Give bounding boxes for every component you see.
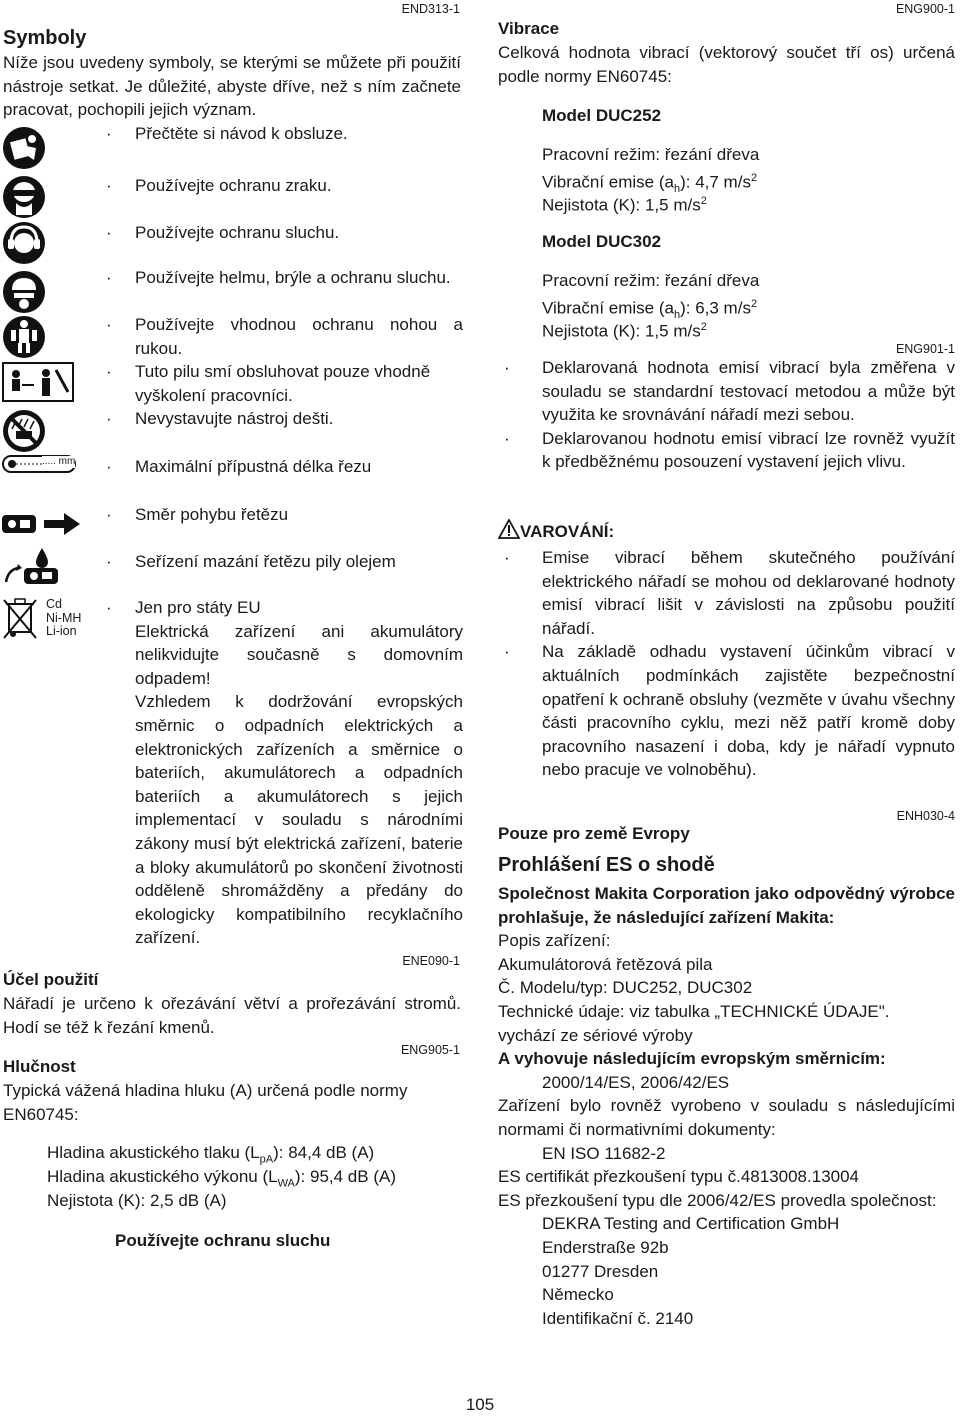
symbol-text: Přečtěte si návod k obsluze. [135, 124, 348, 143]
directives-label: A vyhovuje následujícím evropským směrnicím: [498, 1049, 886, 1069]
eu-para2: Vzhledem k dodržování evropských směrnic o odpadních elektrických a elektronických zařízeních a směrnice o bateriích, akumulátorech a odpadních bateriích a akumulátorech s jejich implementací v souladu s národními zákony musí být elektrická zařízení, baterie a bloky akumulátorů po skončení životnosti odděleně shromážděny a předány do ekologicky kompatibilního recyklačního zařízení. [135, 692, 463, 948]
symbol-row: · Přečtěte si návod k obsluze. [2, 122, 464, 166]
symbol-text: Směr pohybu řetězu [135, 505, 289, 524]
cut-length-icon [2, 455, 76, 473]
symbol-row: · Používejte ochranu sluchu. [2, 219, 464, 265]
section-code: ENG905-1 [400, 1043, 460, 1057]
list-item: · Deklarovanou hodnotu emisí vibrací lze rovněž využít k předběžnému posouzení vystavení jejich vlivu. [504, 428, 955, 472]
battery-labels [46, 598, 81, 639]
cut-length-label: ..... mm [42, 456, 76, 467]
declaration-body [498, 882, 955, 1330]
model-name: Model DUC302 [542, 232, 662, 251]
section-code: ENG900-1 [895, 2, 955, 16]
declaration-statement: Společnost Makita Corporation jako odpovědný výrobce prohlašuje, že následující zařízení Makita: [498, 884, 955, 927]
eu-only: Pouze pro země Evropy [498, 824, 690, 843]
model-mode: Pracovní režim: řezání dřeva [542, 271, 760, 290]
symbol-text: Používejte helmu, brýle a ochranu sluchu. [135, 268, 451, 287]
symbol-row: · Seřízení mazání řetězu pily olejem [2, 550, 464, 596]
list-item: · Emise vibrací během skutečného používání elektrického nářadí se mohou od deklarované hodnoty emisí vibrací lišit v závislosti na způsobu použití nářadí. [504, 548, 955, 638]
symbol-row: ..... mm · Maximální přípustná délka řezu [2, 455, 464, 501]
battery-label: Ni-MH [46, 610, 82, 625]
symbol-row: · Nevystavujte nástroj dešti. [2, 407, 464, 453]
noise-intro: Typická vážená hladina hluku (A) určená podle normy EN60745: [3, 1081, 408, 1124]
declared-list [498, 356, 955, 474]
model-uncertainty: Nejistota (K): 1,5 $m/s^2$ [542, 195, 707, 215]
vib-title: Vibrace [498, 19, 560, 38]
list-item: · Na základě odhadu vystavení účinkům vibrací v aktuálních podmínkách zajistěte bezpečnostní opatření k ochraně obsluhy (vezměte v úvahu všechny části pracovního cyklu, mezi něž patří kromě doby pracovního nasazení i doba, kdy je nářadí vypnuto nebo pracuje ve volnoběhu). [504, 642, 955, 780]
symbol-text: Seřízení mazání řetězu pily olejem [135, 552, 396, 571]
warning-triangle-icon [498, 519, 520, 539]
crossed-bin-icon [2, 596, 38, 642]
directives: 2000/14/ES, 2006/42/ES [542, 1072, 730, 1092]
battery-label: Li-ion [46, 624, 77, 638]
noise-lpa: Hladina akustického tlaku $(L_{pA})$: 84,4 dB (A) [47, 1143, 375, 1166]
noise-title: Hlučnost [3, 1057, 76, 1076]
symbol-text: Používejte vhodnou ochranu nohou a rukou. [135, 315, 463, 358]
symbol-row: · Tuto pilu smí obsluhovat pouze vhodně vyškolení pracovníci. [2, 360, 464, 406]
symbol-text: Používejte ochranu sluchu. [135, 223, 340, 242]
symbol-row: · Směr pohybu řetězu [2, 503, 464, 549]
symbol-text: Používejte ochranu zraku. [135, 176, 332, 195]
chain-oil-icon [2, 546, 62, 588]
warning-list [498, 546, 955, 782]
no-rain-icon [2, 409, 46, 453]
hand-foot-protection-icon [2, 315, 46, 359]
eu-heading: Jen pro státy EU [135, 598, 261, 617]
noise-k: Nejistota (K): 2,5 dB (A) [47, 1191, 227, 1210]
noise-lwa: Hladina akustického výkonu $(L_{WA})$: 95,4 dB (A) [47, 1167, 396, 1190]
standards-intro: Zařízení bylo rovněž vyrobeno v souladu s následujícími normami či normativními dokumenty: [498, 1096, 955, 1139]
declaration-title: Prohlášení ES o shodě [498, 854, 715, 876]
eye-protection-icon [2, 175, 46, 219]
standard: EN ISO 11682-2 [542, 1143, 666, 1163]
model-number: Č. Modelu/typ: DUC252, DUC302 [498, 978, 753, 998]
helmet-goggles-ear-icon [2, 270, 46, 314]
model-uncertainty: Nejistota (K): 1,5 $m/s^2$ [542, 321, 707, 341]
symbol-text: Nevystavujte nástroj dešti. [135, 409, 334, 428]
battery-label: Cd [46, 597, 62, 611]
ear-protection-icon [2, 221, 46, 265]
symbols-title: Symboly [3, 27, 87, 49]
symbol-row: · Používejte vhodnou ochranu nohou a rukou. [2, 313, 464, 359]
vib-intro: Celková hodnota vibrací (vektorový součet tří os) určená podle normy EN60745: [498, 43, 955, 86]
exam-intro: ES přezkoušení typu dle 2006/42/ES provedla společnost: [498, 1190, 937, 1210]
read-manual-icon [2, 126, 46, 170]
trained-workers-icon [2, 362, 74, 402]
use-title: Účel použití [3, 970, 99, 989]
certificate: ES certifikát přezkoušení typu č.4813008.13004 [498, 1167, 860, 1187]
symbol-row: · Používejte helmu, brýle a ochranu sluchu. [2, 266, 464, 312]
series: vychází ze sériové výroby [498, 1025, 693, 1045]
desc-value: Akumulátorová řetězová pila [498, 954, 713, 974]
model-mode: Pracovní režim: řezání dřeva [542, 145, 760, 164]
symbol-text: Maximální přípustná délka řezu [135, 457, 372, 476]
list-item: · Deklarovaná hodnota emisí vibrací byla změřena v souladu se standardní testovací metodou a může být využita ke srovnávání nářadí mezi sebou. [504, 358, 955, 425]
page-number: 105 [465, 1395, 495, 1414]
section-code: END313-1 [401, 2, 460, 16]
model-emission: Vibrační emise $(a_h)$: 4,7 $m/s^2$ [542, 172, 758, 196]
use-text: Nářadí je určeno k ořezávání větví a prořezávání stromů. Hodí se též k řezání kmenů. [3, 994, 461, 1037]
model-name: Model DUC252 [542, 106, 662, 125]
noise-warning: Používejte ochranu sluchu [115, 1231, 331, 1250]
company-address: DEKRA Testing and Certification GmbH Enderstraße 92b 01277 Dresden Německo Identifikační č. 2140 [542, 1214, 840, 1328]
desc-label: Popis zařízení: [498, 931, 611, 951]
warning-heading: VAROVÁNÍ: [498, 519, 614, 544]
eu-para1: Elektrická zařízení ani akumulátory nelikvidujte současně s domovním odpadem! [135, 621, 463, 688]
symbol-text: Tuto pilu smí obsluhovat pouze vhodně vyškolení pracovníci. [135, 362, 431, 405]
symbol-row: · Používejte ochranu zraku. [2, 171, 464, 217]
chain-direction-icon [2, 511, 82, 537]
symbols-intro: Níže jsou uvedeny symboly, se kterými se můžete při použití nástroje setkat. Je důležité, abyste dříve, než s ním začnete pracovat, pochopili jejich význam. [3, 53, 461, 120]
model-emission: Vibrační emise $(a_h)$: 6,3 $m/s^2$ [542, 298, 758, 322]
section-code: ENE090-1 [402, 954, 460, 968]
tech-data: Technické údaje: viz tabulka „TECHNICKÉ ÚDAJE". [498, 1001, 890, 1021]
section-code: ENG901-1 [895, 342, 955, 356]
section-code: ENH030-4 [896, 809, 955, 823]
